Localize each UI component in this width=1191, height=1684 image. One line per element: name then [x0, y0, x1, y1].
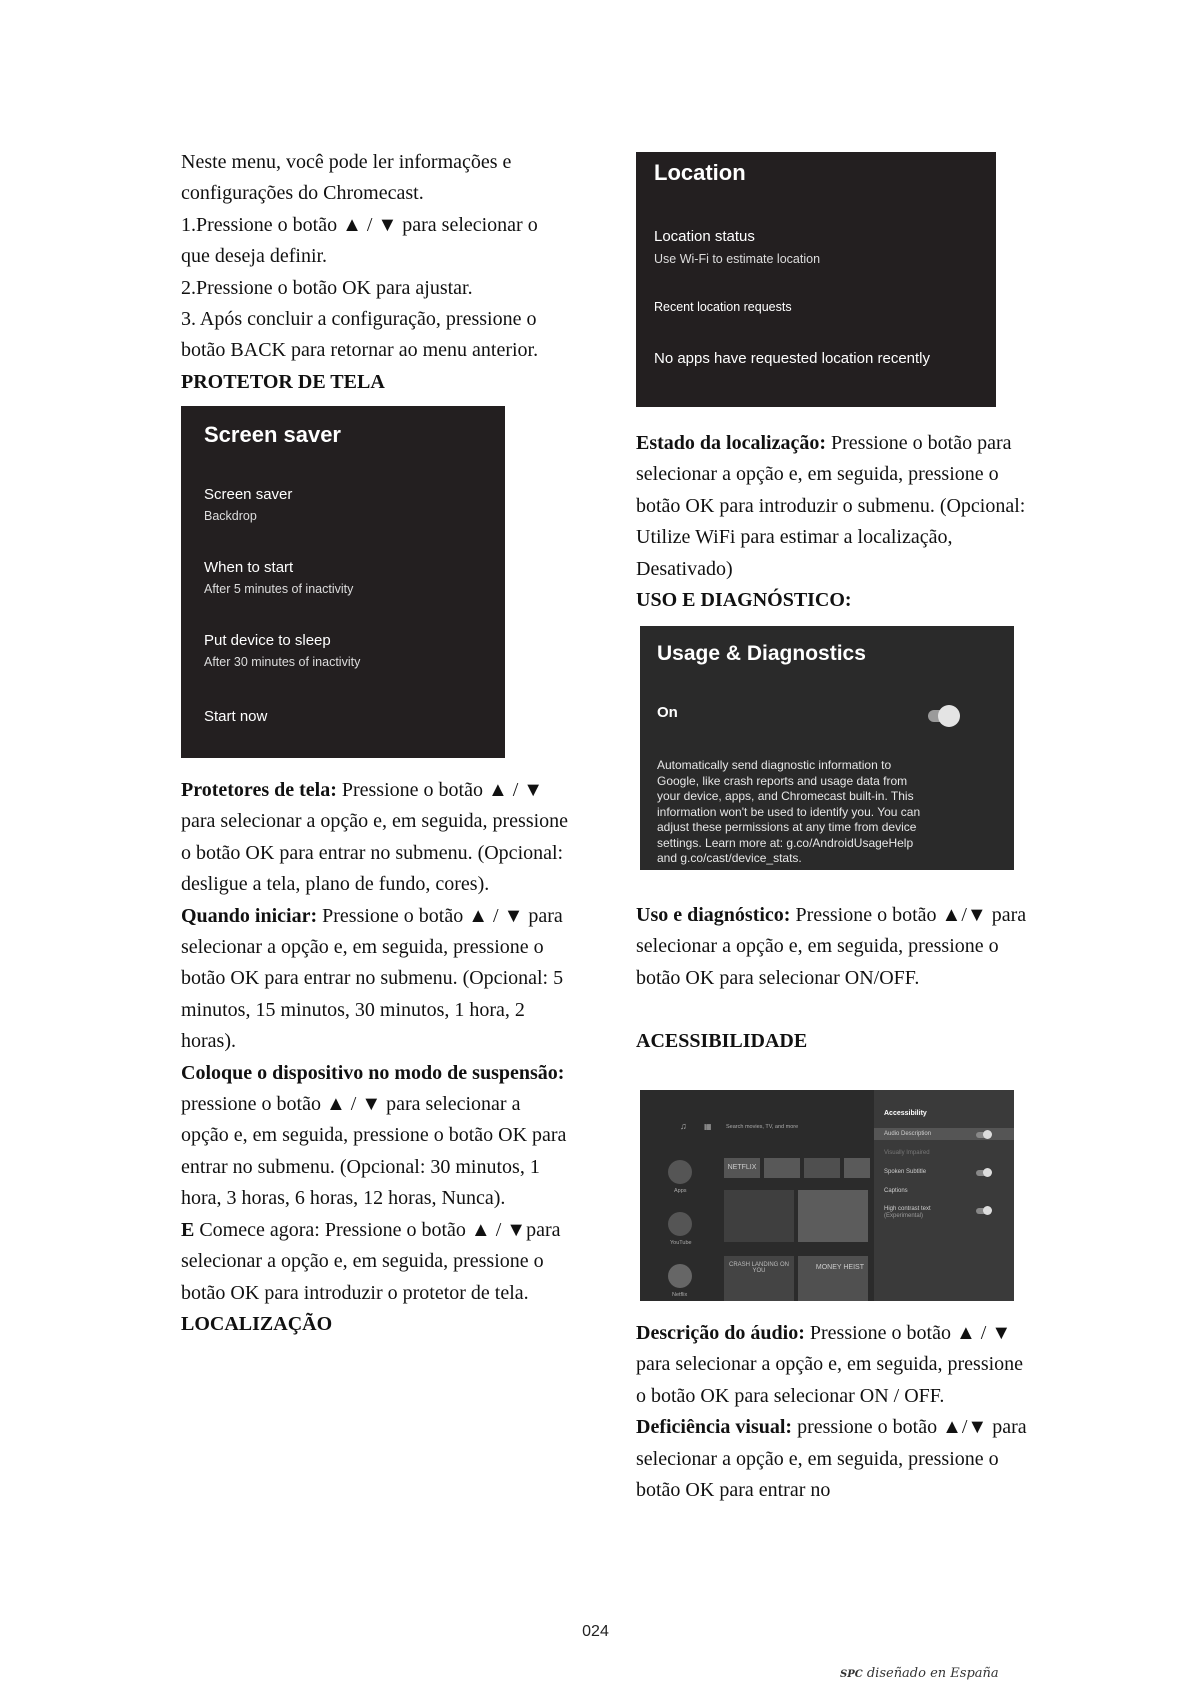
heading-accessibility: ACESSIBILIDADE [636, 1029, 808, 1052]
keyboard-icon: ▦ [704, 1122, 712, 1131]
left-column [181, 147, 571, 398]
para-screensavers: Protetores de tela: Pressione o botão ▲ / ▼ para selecionar a opção e, em seguida, pressione o botão OK para entrar no submenu. (Opcional: desligue a tela, plano de fundo, cores). [181, 779, 569, 896]
usage-description [657, 758, 920, 867]
spoken-subtitle-toggle[interactable] [976, 1170, 990, 1176]
para-audio-description: Descrição do áudio: Pressione o botão ▲ / ▼ para selecionar a opção e, em seguida, pressione o botão OK para selecionar ON / OFF. [636, 1322, 1024, 1407]
netflix-icon [668, 1264, 692, 1288]
screen-saver-title: Screen saver [204, 422, 341, 447]
screen-saver-screenshot [181, 406, 505, 758]
video-thumbnail [724, 1190, 794, 1242]
netflix-label: Netflix [672, 1292, 688, 1298]
accessibility-panel [874, 1090, 1014, 1301]
no-apps-label: No apps have requested location recently [654, 350, 931, 367]
search-placeholder: Search movies, TV, and more [726, 1124, 799, 1130]
location-status-label: Location status [654, 228, 755, 245]
usage-desc-line: your device, apps, and Chromecast built-in. This [657, 789, 914, 803]
intro-line-1: Neste menu, você pode ler informações e [181, 151, 512, 173]
ss-item-sub: Backdrop [204, 509, 257, 523]
heading-usage: USO E DIAGNÓSTICO: [636, 589, 852, 612]
para-sleep: Coloque o dispositivo no modo de suspensão: pressione o botão ▲ / ▼ para selecionar a opção e, em seguida, pressione o botão OK para entrar no submenu. (Opcional: 30 minutos, 1 hora, 3 horas, 6 horas, 12 horas, Nunca). [181, 1061, 567, 1210]
ss-item-sub: After 5 minutes of inactivity [204, 582, 354, 596]
row-captions[interactable]: Captions [884, 1188, 908, 1194]
para-usage: Uso e diagnóstico: Pressione o botão ▲/▼ para selecionar a opção e, em seguida, pressione o botão OK para selecionar ON/OFF. [636, 904, 1027, 989]
row-experimental: (Experimental) [884, 1213, 924, 1219]
video-thumbnail [798, 1190, 868, 1242]
heading-location: LOCALIZAÇÃO [181, 1312, 333, 1335]
usage-desc-line: adjust these permissions at any time from device [657, 820, 917, 834]
row-spoken-subtitle[interactable]: Spoken Subtitle [884, 1169, 927, 1175]
usage-title: Usage & Diagnostics [657, 642, 866, 665]
ss-item-label: Start now [204, 708, 268, 725]
brand-logo: SPC [840, 1669, 863, 1680]
ss-item-label: Put device to sleep [204, 632, 331, 649]
usage-toggle[interactable] [928, 710, 958, 722]
right-column-middle [636, 900, 1036, 1057]
right-column-upper [636, 428, 1036, 616]
netflix-tile: NETFLIX [724, 1158, 760, 1178]
step-2: 2.Pressione o botão OK para ajustar. [181, 276, 473, 299]
usage-desc-line: Automatically send diagnostic information to [657, 758, 892, 772]
apps-label: Apps [674, 1188, 687, 1194]
poster-money-heist: MONEY HEIST [798, 1256, 868, 1301]
recent-requests-label: Recent location requests [654, 300, 792, 314]
right-column-lower [636, 1318, 1036, 1506]
heading-screensaver: PROTETOR DE TELA [181, 370, 385, 393]
para-start-now: E Comece agora: Pressione o botão ▲ / ▼para selecionar a opção e, em seguida, pressione o botão OK para introduzir o protetor de tela. [181, 1218, 561, 1304]
brand-text: diseñado en España [866, 1666, 999, 1681]
usage-desc-line: settings. Learn more at: g.co/AndroidUsageHelp [657, 835, 914, 850]
app-tile [764, 1158, 800, 1178]
row-visually-impaired[interactable]: Visually Impaired [884, 1150, 930, 1156]
accessibility-panel-title: Accessibility [884, 1110, 927, 1117]
ss-item-label: When to start [204, 559, 294, 576]
high-contrast-toggle[interactable] [976, 1208, 990, 1214]
location-status-sub: Use Wi-Fi to estimate location [654, 252, 821, 266]
app-tile [804, 1158, 840, 1178]
para-when-start: Quando iniciar: Pressione o botão ▲ / ▼ para selecionar a opção e, em seguida, pressione o botão OK para entrar no submenu. (Opcional: 5 minutos, 15 minutos, 30 minutos, 1 hora, 2 horas). [181, 904, 564, 1053]
location-title: Location [654, 160, 746, 185]
accessibility-screenshot [640, 1090, 1014, 1301]
app-tile [844, 1158, 870, 1178]
toggle-knob [938, 705, 960, 727]
usage-diagnostics-screenshot [640, 626, 1014, 870]
audio-description-toggle[interactable] [976, 1132, 990, 1138]
location-screenshot [636, 152, 996, 407]
youtube-icon [668, 1212, 692, 1236]
mic-icon: ♫ [680, 1121, 687, 1131]
para-visual-impaired: Deficiência visual: pressione o botão ▲/▼ para selecionar a opção e, em seguida, pressione o botão OK para entrar no [636, 1416, 1027, 1502]
ss-item-label: Screen saver [204, 486, 293, 503]
usage-on-label: On [657, 704, 678, 721]
row-audio-description[interactable]: Audio Description [884, 1131, 932, 1137]
brand-footer [840, 1666, 999, 1681]
poster-crash-landing: CRASH LANDING ON YOU [724, 1256, 794, 1301]
row-high-contrast[interactable]: High contrast text [884, 1206, 931, 1212]
step-1: 1.Pressione o botão ▲ / ▼ para selecionar o que deseja definir. [181, 213, 538, 268]
ss-item-sub: After 30 minutes of inactivity [204, 655, 361, 669]
intro-line-2: configurações do Chromecast. [181, 182, 424, 205]
page-number: 024 [582, 1623, 609, 1640]
usage-desc-line: Google, like crash reports and usage data from [657, 773, 908, 788]
para-location-status: Estado da localização: Pressione o botão para selecionar a opção e, em seguida, pressione o botão OK para introduzir o submenu. (Opcional: Utilize WiFi para estimar a localização, Desativado) [636, 432, 1026, 580]
left-column-lower [181, 775, 571, 1340]
usage-desc-line: information won't be used to identify you. You can [657, 804, 921, 819]
spacer [636, 994, 1036, 1025]
youtube-label: YouTube [670, 1240, 692, 1246]
apps-icon [668, 1160, 692, 1184]
step-3: 3. Após concluir a configuração, pressione o botão BACK para retornar ao menu anterior. [181, 308, 539, 362]
usage-desc-line: and g.co/cast/device_stats. [657, 851, 802, 865]
